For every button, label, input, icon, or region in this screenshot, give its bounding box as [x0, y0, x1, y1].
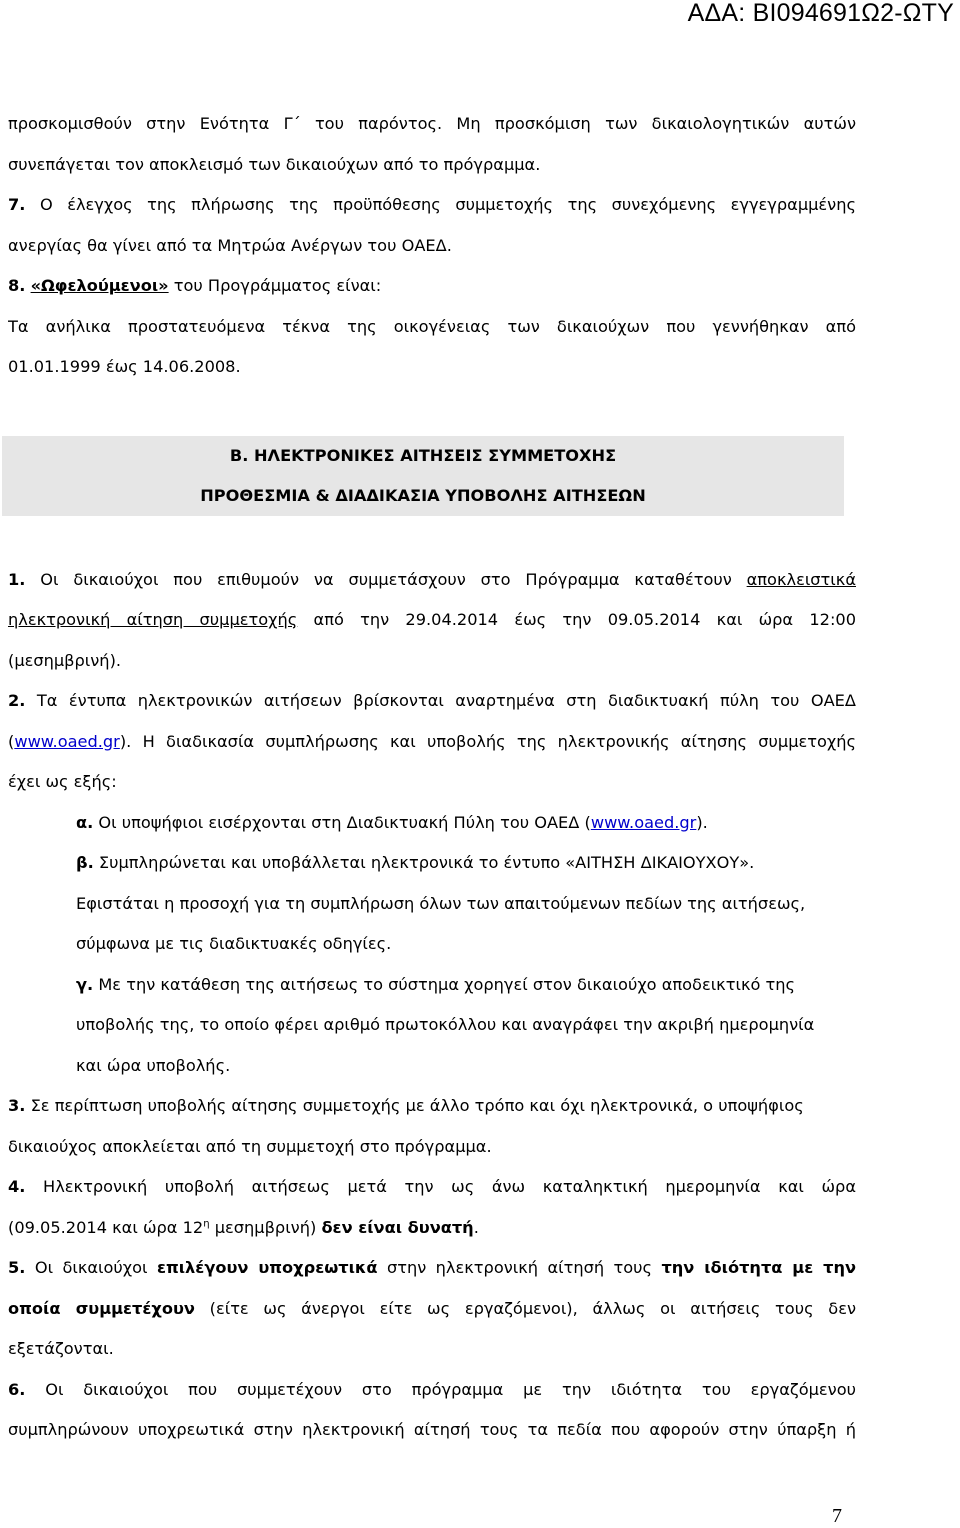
- page-number: 7: [832, 1505, 842, 1527]
- item-number: 3.: [8, 1096, 26, 1115]
- beneficiaries-term: «Ωφελούμενοι»: [30, 276, 169, 295]
- paragraph-line: (μεσημβρινή).: [8, 650, 122, 670]
- sub-item-line: α. Οι υποψήφιοι εισέρχονται στη Διαδικτυακή Πύλη του ΟΑΕΔ (www.oaed.gr).: [76, 812, 708, 832]
- paragraph-line: 8. «Ωφελούμενοι» του Προγράμματος είναι:: [8, 276, 382, 295]
- paragraph-line: 2. Τα έντυπα ηλεκτρονικών αιτήσεων βρίσκονται αναρτημένα στη διαδικτυακή πύλη του ΟΑΕΔ: [8, 691, 856, 710]
- paragraph-line: 3. Σε περίπτωση υποβολής αίτησης συμμετοχής με άλλο τρόπο και όχι ηλεκτρονικά, ο υποψήφιος: [8, 1096, 804, 1115]
- paragraph-line: 7. Ο έλεγχος της πλήρωσης της προϋπόθεσης συμμετοχής της συνεχόμενης εγγεγραμμένης: [8, 195, 856, 214]
- sub-item-line: και ώρα υποβολής.: [76, 1055, 231, 1075]
- item-number: 1.: [8, 569, 26, 589]
- item-number: 4.: [8, 1177, 26, 1196]
- paragraph-line: ηλεκτρονική αίτηση συμμετοχής από την 29.04.2014 έως την 09.05.2014 και ώρα 12:00: [8, 610, 856, 629]
- oaed-link[interactable]: www.oaed.gr: [14, 731, 120, 751]
- document-body: [8, 104, 856, 1451]
- section-title: Β. ΗΛΕΚΤΡΟΝΙΚΕΣ ΑΙΤΗΣΕΙΣ ΣΥΜΜΕΤΟΧΗΣ: [229, 446, 617, 465]
- sub-item-line: γ. Με την κατάθεση της αιτήσεως το σύστημα χορηγεί στον δικαιούχο αποδεικτικό της: [76, 974, 796, 994]
- paragraph-line: (www.oaed.gr). Η διαδικασία συμπλήρωσης και υποβολής της ηλεκτρονικής αίτησης συμμετοχής: [8, 731, 856, 751]
- sub-item-line: Εφιστάται η προσοχή για τη συμπλήρωση όλων των απαιτούμενων πεδίων της αιτήσεως,: [76, 893, 806, 913]
- section-subtitle: ΠΡΟΘΕΣΜΙΑ & ΔΙΑΔΙΚΑΣΙΑ ΥΠΟΒΟΛΗΣ ΑΙΤΗΣΕΩΝ: [200, 486, 646, 505]
- sub-item-line: σύμφωνα με τις διαδικτυακές οδηγίες.: [76, 934, 392, 953]
- paragraph-line: (09.05.2014 και ώρα $12^\eta$ μεσημβρινή) δεν είναι δυνατή.: [8, 1217, 479, 1237]
- paragraph-line: συνεπάγεται τον αποκλεισμό των δικαιούχων από το πρόγραμμα.: [8, 154, 541, 174]
- paragraph-line: έχει ως εξής:: [8, 772, 117, 791]
- paragraph-line: προσκομισθούν στην Ενότητα Γ΄ του παρόντος. Μη προσκόμιση των δικαιολογητικών αυτών: [8, 114, 856, 133]
- paragraph-line: 4. Ηλεκτρονική υποβολή αιτήσεως μετά την ως άνω καταληκτική ημερομηνία και ώρα: [8, 1177, 856, 1196]
- paragraph-line: 1. Οι δικαιούχοι που επιθυμούν να συμμετάσχουν στο Πρόγραμμα καταθέτουν αποκλειστικά: [8, 569, 856, 589]
- item-number: 2.: [8, 691, 26, 710]
- sub-item-line: υποβολής της, το οποίο φέρει αριθμό πρωτοκόλλου και αναγράφει την ακριβή ημερομηνία: [76, 1015, 815, 1034]
- spacer: [8, 388, 856, 560]
- item-number: 8.: [8, 276, 26, 295]
- paragraph-line: συμπληρώνουν υποχρεωτικά στην ηλεκτρονική αίτησή τους τα πεδία που αφορούν στην ύπαρξη ή: [8, 1420, 856, 1439]
- document-id-header: ΑΔΑ: ΒΙ094691Ω2-ΩΤΥ: [687, 0, 954, 27]
- paragraph-line: 01.01.1999 έως 14.06.2008.: [8, 357, 241, 376]
- oaed-link[interactable]: www.oaed.gr: [590, 812, 697, 832]
- paragraph-line: δικαιούχος αποκλείεται από τη συμμετοχή στο πρόγραμμα.: [8, 1136, 492, 1156]
- paragraph-line: εξετάζονται.: [8, 1339, 114, 1358]
- item-number: 6.: [8, 1379, 26, 1399]
- item-number: 5.: [8, 1258, 26, 1277]
- sub-item-line: β. Συμπληρώνεται και υποβάλλεται ηλεκτρονικά το έντυπο «ΑΙΤΗΣΗ ΔΙΚΑΙΟΥΧΟΥ».: [76, 853, 755, 872]
- sub-item-letter: α.: [76, 812, 94, 832]
- paragraph-line: 6. Οι δικαιούχοι που συμμετέχουν στο πρόγραμμα με την ιδιότητα του εργαζόμενου: [8, 1379, 856, 1399]
- paragraph-line: 5. Οι δικαιούχοι επιλέγουν υποχρεωτικά στην ηλεκτρονική αίτησή τους την ιδιότητα με την: [8, 1258, 856, 1277]
- paragraph-line: Τα ανήλικα προστατευόμενα τέκνα της οικογένειας των δικαιούχων που γεννήθηκαν από: [8, 316, 856, 336]
- paragraph-line: ανεργίας θα γίνει από τα Μητρώα Ανέργων του ΟΑΕΔ.: [8, 235, 452, 255]
- paragraph-line: οποία συμμετέχουν (είτε ως άνεργοι είτε ως εργαζόμενοι), άλλως οι αιτήσεις τους δεν: [8, 1298, 856, 1318]
- item-number: 7.: [8, 195, 26, 214]
- sub-item-letter: β.: [76, 853, 94, 872]
- sub-item-letter: γ.: [76, 974, 94, 994]
